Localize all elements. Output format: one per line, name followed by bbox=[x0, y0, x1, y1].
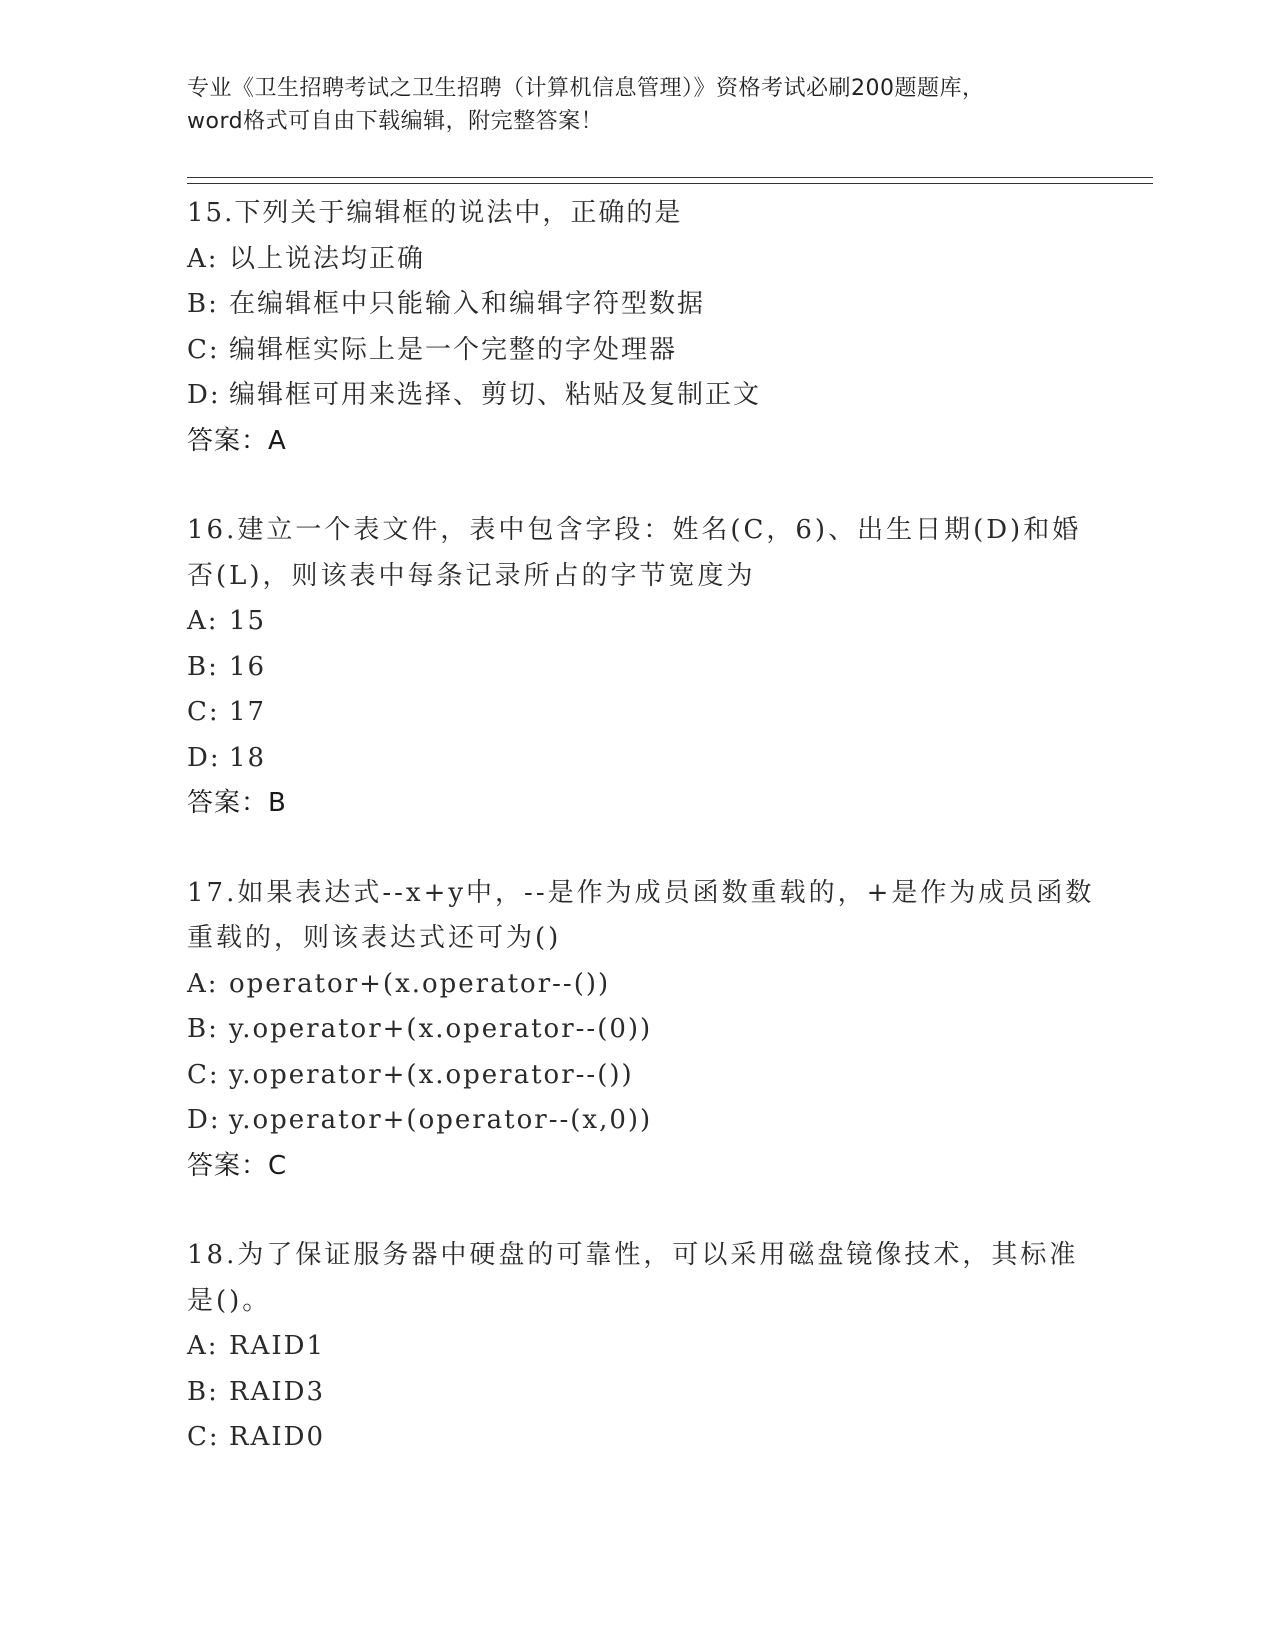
option-text: 编辑框实际上是一个完整的字处理器 bbox=[229, 334, 678, 365]
option-label: D: bbox=[187, 380, 221, 410]
option-label: B: bbox=[187, 289, 219, 319]
question-stem-continued: 重载的，则该表达式还可为() bbox=[187, 923, 562, 953]
header-line-2: word格式可自由下载编辑，附完整答案！ bbox=[187, 109, 604, 134]
option-label: A: bbox=[187, 968, 219, 999]
option-label: A: bbox=[187, 243, 219, 274]
option-label: B: bbox=[187, 1376, 219, 1407]
option-b bbox=[187, 1370, 1087, 1416]
question-stem: 15.下列关于编辑框的说法中，正确的是 bbox=[187, 198, 683, 228]
option-b bbox=[187, 1007, 1087, 1053]
question-stem: 16.建立一个表文件，表中包含字段：姓名(C，6)、出生日期(D)和婚 bbox=[187, 515, 1082, 545]
option-text: RAID0 bbox=[229, 1422, 326, 1452]
question-stem-continued: 是()。 bbox=[187, 1285, 272, 1316]
question-15 bbox=[187, 191, 1087, 464]
option-text: 18 bbox=[229, 742, 267, 773]
option-label: C: bbox=[187, 697, 220, 727]
option-b bbox=[187, 645, 1087, 691]
question-stem: 18.为了保证服务器中硬盘的可靠性，可以采用磁盘镜像技术，其标准 bbox=[187, 1240, 1079, 1270]
option-label: D: bbox=[187, 1105, 221, 1135]
question-list bbox=[187, 191, 1095, 1505]
option-text: 17 bbox=[229, 697, 267, 727]
option-b bbox=[187, 282, 1087, 328]
option-text: y.operator+(x.operator--(0)) bbox=[229, 1014, 653, 1044]
option-text: y.operator+(x.operator--()) bbox=[229, 1059, 634, 1090]
answer: 答案：B bbox=[187, 788, 287, 818]
option-text: 16 bbox=[229, 651, 267, 682]
option-text: 以上说法均正确 bbox=[229, 243, 426, 274]
header-divider-bottom bbox=[187, 183, 1153, 184]
header-divider-top bbox=[187, 177, 1153, 178]
option-text: y.operator+(operator--(x,0)) bbox=[229, 1105, 653, 1135]
option-d bbox=[187, 736, 1087, 782]
option-text: 在编辑框中只能输入和编辑字符型数据 bbox=[229, 289, 706, 319]
option-a bbox=[187, 237, 1087, 283]
answer: 答案：C bbox=[187, 1150, 288, 1181]
option-text: 编辑框可用来选择、剪切、粘贴及复制正文 bbox=[229, 380, 762, 410]
option-d bbox=[187, 1098, 1087, 1144]
option-label: B: bbox=[187, 651, 219, 682]
option-label: B: bbox=[187, 1014, 219, 1044]
question-stem-continued: 否(L)，则该表中每条记录所占的字节宽度为 bbox=[187, 560, 756, 591]
option-label: C: bbox=[187, 334, 220, 365]
option-d bbox=[187, 373, 1087, 419]
option-label: A: bbox=[187, 606, 219, 636]
option-text: operator+(x.operator--()) bbox=[229, 968, 611, 999]
question-stem: 17.如果表达式--x+y中，--是作为成员函数重载的，+是作为成员函数 bbox=[187, 877, 1095, 908]
question-16 bbox=[187, 508, 1087, 827]
option-a bbox=[187, 599, 1087, 645]
option-text: 15 bbox=[229, 606, 267, 636]
option-c bbox=[187, 690, 1087, 736]
answer: 答案：A bbox=[187, 425, 287, 456]
option-c bbox=[187, 1415, 1087, 1461]
option-c bbox=[187, 1053, 1087, 1099]
option-a bbox=[187, 1324, 1087, 1370]
question-18 bbox=[187, 1233, 1087, 1461]
header-line-1: 专业《卫生招聘考试之卫生招聘（计算机信息管理）》资格考试必刷200题题库， bbox=[187, 76, 985, 101]
option-label: C: bbox=[187, 1059, 220, 1090]
option-label: C: bbox=[187, 1422, 220, 1452]
option-label: A: bbox=[187, 1331, 219, 1361]
option-c bbox=[187, 328, 1087, 374]
question-17 bbox=[187, 871, 1095, 1190]
option-label: D: bbox=[187, 742, 221, 773]
option-text: RAID1 bbox=[229, 1331, 326, 1361]
document-header bbox=[187, 72, 1087, 138]
option-a bbox=[187, 962, 1087, 1008]
option-text: RAID3 bbox=[229, 1376, 326, 1407]
